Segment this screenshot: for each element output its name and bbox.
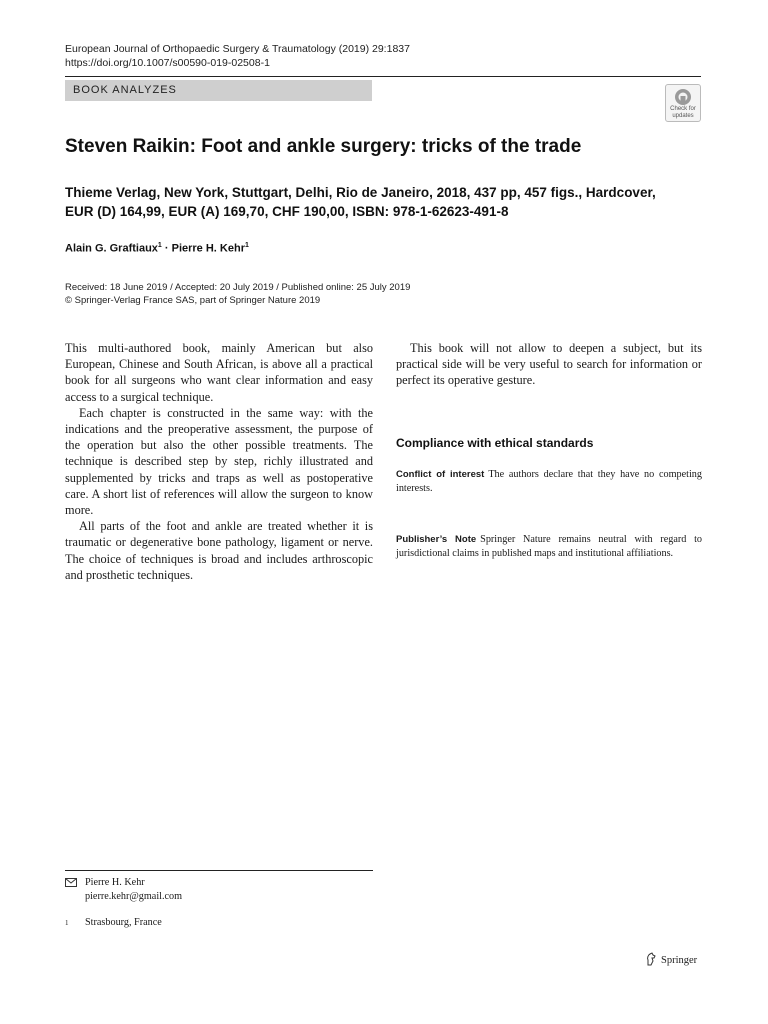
body-left-column bbox=[65, 340, 373, 583]
publisher-note-label: Publisher’s Note bbox=[396, 534, 477, 545]
publication-dates bbox=[65, 281, 410, 307]
journal-header bbox=[65, 42, 410, 70]
correspondent-name: Pierre H. Kehr bbox=[85, 877, 145, 888]
author-affiliation-marker: 1 bbox=[157, 242, 162, 249]
envelope-icon bbox=[65, 878, 77, 887]
journal-citation: European Journal of Orthopaedic Surgery & Traumatology (2019) 29:1837 bbox=[65, 43, 410, 55]
header-rule bbox=[65, 76, 701, 77]
check-badge-line-1: Check for bbox=[670, 106, 696, 112]
springer-horse-icon bbox=[645, 952, 658, 966]
check-updates-icon bbox=[674, 88, 692, 106]
author-list bbox=[65, 242, 249, 255]
publisher-name: Springer bbox=[661, 955, 698, 966]
doi-link[interactable]: https://doi.org/10.1007/s00590-019-02508-1 bbox=[65, 57, 270, 69]
affiliation-text: Strasbourg, France bbox=[85, 917, 162, 928]
publisher-note bbox=[396, 533, 702, 560]
article-title: Steven Raikin: Foot and ankle surgery: tricks of the trade bbox=[65, 136, 582, 157]
body-paragraph: All parts of the foot and ankle are treated whether it is traumatic or degenerative bone pathology, ligament or nerve. The choice of techniques is broad and includes arthroscopic and prosthetic techniques. bbox=[65, 519, 373, 582]
history-dates: Received: 18 June 2019 / Accepted: 20 July 2019 / Published online: 25 July 2019 bbox=[65, 282, 411, 293]
footnote-rule bbox=[65, 870, 373, 871]
affiliation bbox=[65, 916, 162, 930]
publisher-note-text: Springer Nature remains neutral with regard to jurisdictional claims in published maps and institutional affiliations. bbox=[396, 534, 702, 559]
check-badge-line-2: updates bbox=[672, 112, 694, 119]
author-name[interactable]: Pierre H. Kehr bbox=[171, 242, 245, 255]
book-details-line-2: EUR (D) 164,99, EUR (A) 169,70, CHF 190,00, ISBN: 978-1-62623-491-8 bbox=[65, 204, 509, 219]
book-details-line-1: Thieme Verlag, New York, Stuttgart, Delhi, Rio de Janeiro, 2018, 437 pp, 457 figs., Hardcover, bbox=[65, 185, 656, 200]
book-details bbox=[65, 183, 705, 221]
affiliation-number: 1 bbox=[65, 919, 69, 927]
author-name[interactable]: Alain G. Graftiaux bbox=[65, 242, 158, 255]
conflict-text: The authors declare that they have no competing interests. bbox=[396, 469, 702, 494]
compliance-heading: Compliance with ethical standards bbox=[396, 436, 594, 450]
body-right-column bbox=[396, 340, 702, 389]
body-paragraph: This book will not allow to deepen a subject, but its practical side will be very useful to search for information or perfect its operative gesture. bbox=[396, 341, 702, 388]
correspondence bbox=[65, 876, 182, 904]
conflict-of-interest bbox=[396, 468, 702, 495]
body-paragraph: Each chapter is constructed in the same way: with the indications and the preoperative assessment, the purpose of the operation but also the other possible treatments. The technique is described step by step, richly illustrated and supplemented by tricks and traps as well as postoperative care. A short list of references will allow the surgeon to know more. bbox=[65, 405, 373, 518]
section-label: BOOK ANALYZES bbox=[65, 80, 372, 101]
body-paragraph: This multi-authored book, mainly American but also European, Chinese and South African, is above all a practical book for all surgeons who want clear information and easy access to a surgical technique. bbox=[65, 341, 373, 404]
author-separator: · bbox=[161, 242, 172, 255]
conflict-label: Conflict of interest bbox=[396, 469, 485, 480]
copyright-line: © Springer-Verlag France SAS, part of Springer Nature 2019 bbox=[65, 295, 321, 306]
correspondent-email[interactable]: pierre.kehr@gmail.com bbox=[85, 891, 183, 902]
publisher-logo bbox=[645, 952, 697, 966]
check-for-updates-badge[interactable] bbox=[665, 84, 701, 122]
author-affiliation-marker: 1 bbox=[244, 242, 249, 249]
